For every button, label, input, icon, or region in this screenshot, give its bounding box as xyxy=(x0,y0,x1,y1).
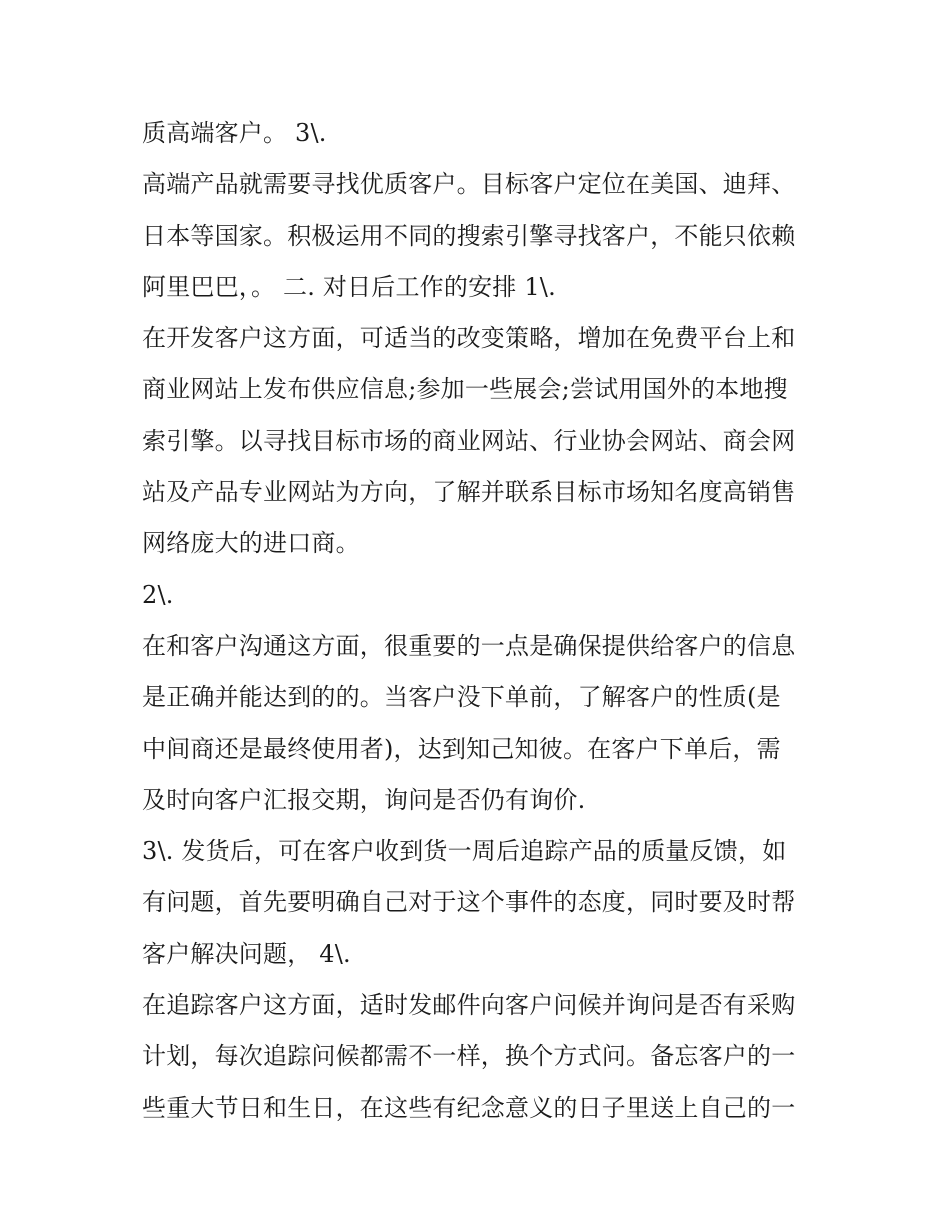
text-line: 在和客户沟通这方面，很重要的一点是确保提供给客户的信息 xyxy=(142,631,796,660)
text-line: 及时向客户汇报交期，询问是否仍有询价. xyxy=(142,785,586,814)
document-body xyxy=(142,108,842,1134)
text-line: 日本等国家。积极运用不同的搜索引擎寻找客户，不能只依赖 xyxy=(142,221,796,250)
text-line: 客户解决问题， 4\. xyxy=(142,939,351,968)
text-line: 质高端客户。 3\. xyxy=(142,119,327,147)
text-line: 中间商还是最终使用者)，达到知己知彼。在客户下单后，需 xyxy=(142,734,781,763)
text-line: 些重大节日和生日，在这些有纪念意义的日子里送上自己的一 xyxy=(142,1093,796,1122)
text-line: 计划，每次追踪问候都需不一样，换个方式问。备忘客户的一 xyxy=(142,1042,796,1071)
text-line: 在追踪客户这方面，适时发邮件向客户问候并询问是否有采购 xyxy=(142,991,796,1020)
text-line: 高端产品就需要寻找优质客户。目标客户定位在美国、迪拜、 xyxy=(142,170,796,199)
text-line: 有问题，首先要明确自己对于这个事件的态度，同时要及时帮 xyxy=(142,888,796,917)
text-line: 2\. xyxy=(142,580,174,609)
text-line: 阿里巴巴，。 二. 对日后工作的安排 1\. xyxy=(142,272,556,301)
text-line: 是正确并能达到的的。当客户没下单前，了解客户的性质(是 xyxy=(142,683,781,712)
text-line: 网络庞大的进口商。 xyxy=(142,529,360,558)
text-line: 3\. 发货后，可在客户收到货一周后追踪产品的质量反馈，如 xyxy=(142,837,787,866)
text-line: 索引擎。以寻找目标市场的商业网站、行业协会网站、商会网 xyxy=(142,426,796,455)
text-line: 在开发客户这方面，可适当的改变策略，增加在免费平台上和 xyxy=(142,324,796,353)
text-line: 商业网站上发布供应信息;参加一些展会;尝试用国外的本地搜 xyxy=(142,375,788,404)
text-line: 站及产品专业网站为方向，了解并联系目标市场知名度高销售 xyxy=(142,478,796,507)
